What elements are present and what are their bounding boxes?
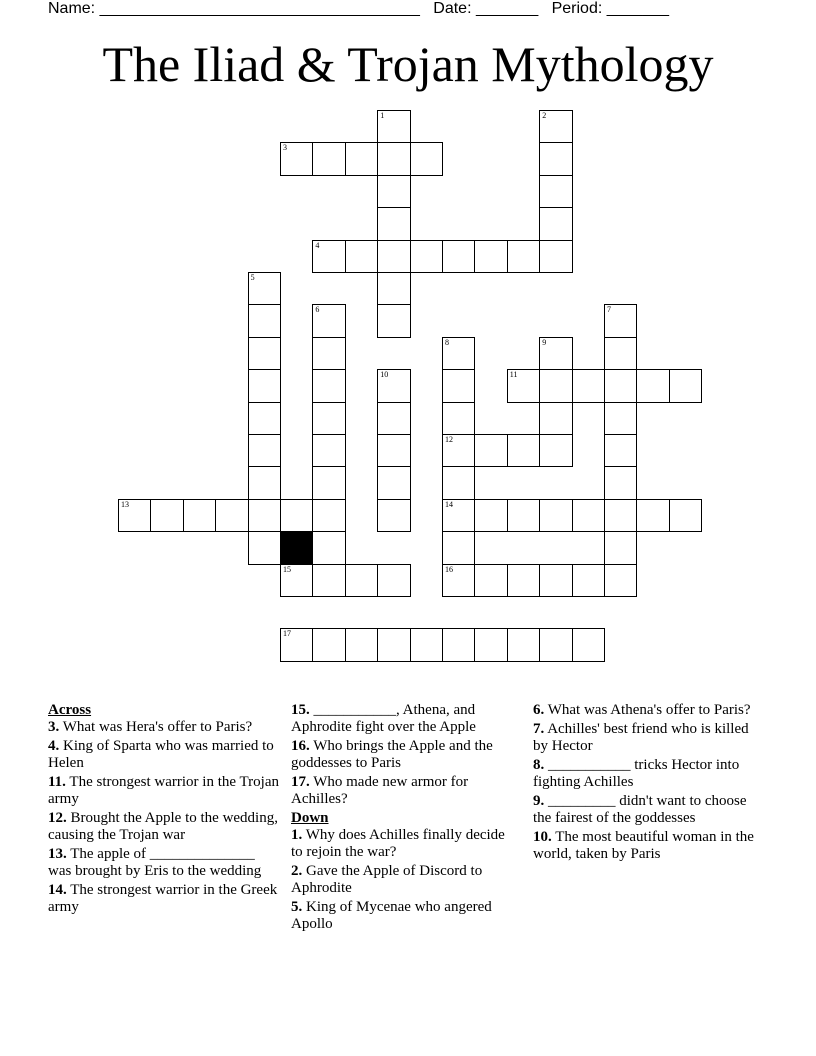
down-clue-10: 10. The most beautiful woman in the world, taken by Paris	[533, 829, 754, 862]
clue-number: 14	[445, 499, 453, 509]
black-square	[280, 531, 313, 564]
crossword-cell[interactable]	[248, 531, 281, 564]
crossword-cell[interactable]	[604, 369, 637, 402]
across-clue-16: 16. Who brings the Apple and the goddesses to Paris	[291, 738, 493, 771]
crossword-cell[interactable]	[636, 369, 669, 402]
crossword-cell[interactable]	[280, 499, 313, 532]
clue-number: 9	[542, 337, 547, 347]
crossword-cell[interactable]	[280, 628, 313, 661]
crossword-cell[interactable]	[604, 304, 637, 337]
crossword-cell[interactable]	[604, 564, 637, 597]
crossword-cell[interactable]	[248, 499, 281, 532]
crossword-cell[interactable]	[118, 499, 151, 532]
clue-column-3	[533, 702, 758, 865]
crossword-cell[interactable]	[442, 466, 475, 499]
crossword-cell[interactable]	[312, 142, 345, 175]
crossword-cell[interactable]	[248, 304, 281, 337]
crossword-cell[interactable]	[377, 207, 410, 240]
crossword-cell[interactable]	[377, 272, 410, 305]
name-field-label[interactable]: Name: ____________________________________	[48, 0, 420, 17]
clue-number: 17	[283, 629, 291, 639]
crossword-cell[interactable]	[312, 531, 345, 564]
clue-number: 2	[542, 111, 547, 120]
down-clue-7: 7. Achilles' best friend who is killed by Hector	[533, 721, 749, 754]
crossword-cell[interactable]	[345, 628, 378, 661]
crossword-cell[interactable]	[215, 499, 248, 532]
crossword-cell[interactable]	[345, 564, 378, 597]
clue-number: 4	[315, 240, 320, 250]
crossword-cell[interactable]	[539, 434, 572, 467]
crossword-cell[interactable]	[636, 499, 669, 532]
crossword-cell[interactable]	[442, 402, 475, 435]
crossword-cell[interactable]	[442, 369, 475, 402]
period-field-label[interactable]: Period: _______	[551, 0, 670, 17]
crossword-cell[interactable]	[539, 499, 572, 532]
across-clue-13: 13. The apple of ______________ was brought by Eris to the wedding	[48, 846, 262, 879]
clue-number: 1	[380, 111, 385, 120]
across-clue-12: 12. Brought the Apple to the wedding, causing the Trojan war	[48, 810, 278, 843]
crossword-cell[interactable]	[539, 110, 572, 143]
page-title: The Iliad & Trojan Mythology	[102, 36, 714, 92]
crossword-cell[interactable]	[183, 499, 216, 532]
clue-number: 5	[250, 273, 255, 282]
crossword-cell[interactable]	[377, 240, 410, 273]
across-clue-11: 11. The strongest warrior in the Trojan army	[48, 774, 279, 807]
crossword-cell[interactable]	[572, 499, 605, 532]
crossword-cell[interactable]	[410, 240, 443, 273]
crossword-cell[interactable]	[442, 564, 475, 597]
across-clue-4: 4. King of Sparta who was married to Helen	[48, 738, 274, 771]
down-clue-6: 6. What was Athena's offer to Paris?	[533, 702, 751, 718]
clue-number: 7	[607, 305, 611, 315]
crossword-cell[interactable]	[410, 142, 443, 175]
clue-number: 13	[121, 499, 129, 509]
across-clue-14: 14. The strongest warrior in the Greek army	[48, 882, 278, 915]
crossword-cell[interactable]	[539, 628, 572, 661]
crossword-cell[interactable]	[377, 175, 410, 208]
crossword-cell[interactable]	[312, 499, 345, 532]
crossword-cell[interactable]	[248, 337, 281, 370]
crossword-cell[interactable]	[474, 564, 507, 597]
clue-number: 10	[380, 370, 389, 380]
across-clue-3: 3. What was Hera's offer to Paris?	[48, 719, 253, 735]
crossword-cell[interactable]	[507, 628, 540, 661]
crossword-cell[interactable]	[604, 499, 637, 532]
crossword-cell[interactable]	[248, 466, 281, 499]
crossword-cell[interactable]	[442, 240, 475, 273]
crossword-cell[interactable]	[539, 175, 572, 208]
crossword-cell[interactable]	[312, 628, 345, 661]
crossword-cell[interactable]	[604, 337, 637, 370]
date-field-label[interactable]: Date: _______	[433, 0, 539, 17]
crossword-cell[interactable]	[539, 207, 572, 240]
across-clue-17: 17. Who made new armor for Achilles?	[291, 774, 469, 807]
crossword-cell[interactable]	[312, 304, 345, 337]
crossword-cell[interactable]	[442, 531, 475, 564]
crossword-cell[interactable]	[312, 240, 345, 273]
crossword-cell[interactable]	[377, 110, 410, 143]
crossword-cell[interactable]	[312, 402, 345, 435]
clue-number: 6	[315, 305, 320, 315]
crossword-cell[interactable]	[507, 564, 540, 597]
clue-column-2	[291, 702, 509, 935]
crossword-cell[interactable]	[377, 466, 410, 499]
crossword-cell[interactable]	[312, 564, 345, 597]
crossword-cell[interactable]	[150, 499, 183, 532]
crossword-cell[interactable]	[377, 402, 410, 435]
clue-number: 16	[445, 564, 453, 574]
crossword-cell[interactable]	[539, 240, 572, 273]
crossword-cell[interactable]	[572, 628, 605, 661]
crossword-cell[interactable]	[572, 369, 605, 402]
crossword-cell[interactable]	[377, 142, 410, 175]
crossword-cell[interactable]	[507, 369, 540, 402]
crossword-cell[interactable]	[377, 304, 410, 337]
down-clue-2: 2. Gave the Apple of Discord to Aphrodite	[291, 863, 483, 896]
crossword-cell[interactable]	[377, 369, 410, 402]
crossword-cell[interactable]	[377, 628, 410, 661]
crossword-cell[interactable]	[572, 564, 605, 597]
crossword-cell[interactable]	[604, 434, 637, 467]
clue-number: 11	[509, 370, 518, 380]
down-clue-1: 1. Why does Achilles finally decide to rejoin the war?	[291, 827, 505, 860]
down-heading: Down	[291, 810, 329, 826]
crossword-cell[interactable]	[604, 466, 637, 499]
crossword-cell[interactable]	[507, 240, 540, 273]
crossword-cell[interactable]	[345, 240, 378, 273]
crossword-cell[interactable]	[312, 369, 345, 402]
crossword-cell[interactable]	[669, 499, 702, 532]
crossword-cell[interactable]	[248, 369, 281, 402]
crossword-cell[interactable]	[669, 369, 702, 402]
crossword-cell[interactable]	[345, 142, 378, 175]
across-heading: Across	[48, 702, 92, 718]
crossword-cell[interactable]	[442, 499, 475, 532]
crossword-cell[interactable]	[280, 142, 313, 175]
crossword-cell[interactable]	[410, 628, 443, 661]
clue-column-1	[48, 702, 280, 918]
crossword-cell[interactable]	[539, 337, 572, 370]
crossword-cell[interactable]	[312, 434, 345, 467]
crossword-cell[interactable]	[507, 499, 540, 532]
crossword-cell[interactable]	[442, 337, 475, 370]
crossword-cell[interactable]	[280, 564, 313, 597]
down-clue-8: 8. ___________ tricks Hector into fighting Achilles	[533, 757, 740, 790]
down-clue-5: 5. King of Mycenae who angered Apollo	[291, 899, 492, 932]
crossword-cell[interactable]	[377, 499, 410, 532]
crossword-cell[interactable]	[377, 434, 410, 467]
crossword-cell[interactable]	[474, 628, 507, 661]
crossword-cell[interactable]	[474, 434, 507, 467]
crossword-cell[interactable]	[474, 499, 507, 532]
crossword-cell[interactable]	[442, 628, 475, 661]
clue-number: 3	[283, 143, 287, 153]
crossword-cell[interactable]	[507, 434, 540, 467]
crossword-cell[interactable]	[474, 240, 507, 273]
crossword-cell[interactable]	[248, 402, 281, 435]
down-clue-9: 9. _________ didn't want to choose the fairest of the goddesses	[533, 793, 747, 826]
crossword-cell[interactable]	[312, 337, 345, 370]
clue-number: 12	[445, 435, 453, 444]
crossword-cell[interactable]	[539, 564, 572, 597]
clue-number: 8	[445, 337, 449, 347]
crossword-cell[interactable]	[604, 531, 637, 564]
crossword-cell[interactable]	[248, 434, 281, 467]
across-clue-15: 15. ___________, Athena, and Aphrodite fight over the Apple	[291, 702, 476, 735]
crossword-cell[interactable]	[539, 402, 572, 435]
crossword-cell[interactable]	[604, 402, 637, 435]
crossword-cell[interactable]	[539, 142, 572, 175]
clue-number: 15	[283, 564, 291, 574]
crossword-cell[interactable]	[312, 466, 345, 499]
crossword-cell[interactable]	[539, 369, 572, 402]
crossword-cell[interactable]	[442, 434, 475, 467]
crossword-cell[interactable]	[248, 272, 281, 305]
crossword-cell[interactable]	[377, 564, 410, 597]
